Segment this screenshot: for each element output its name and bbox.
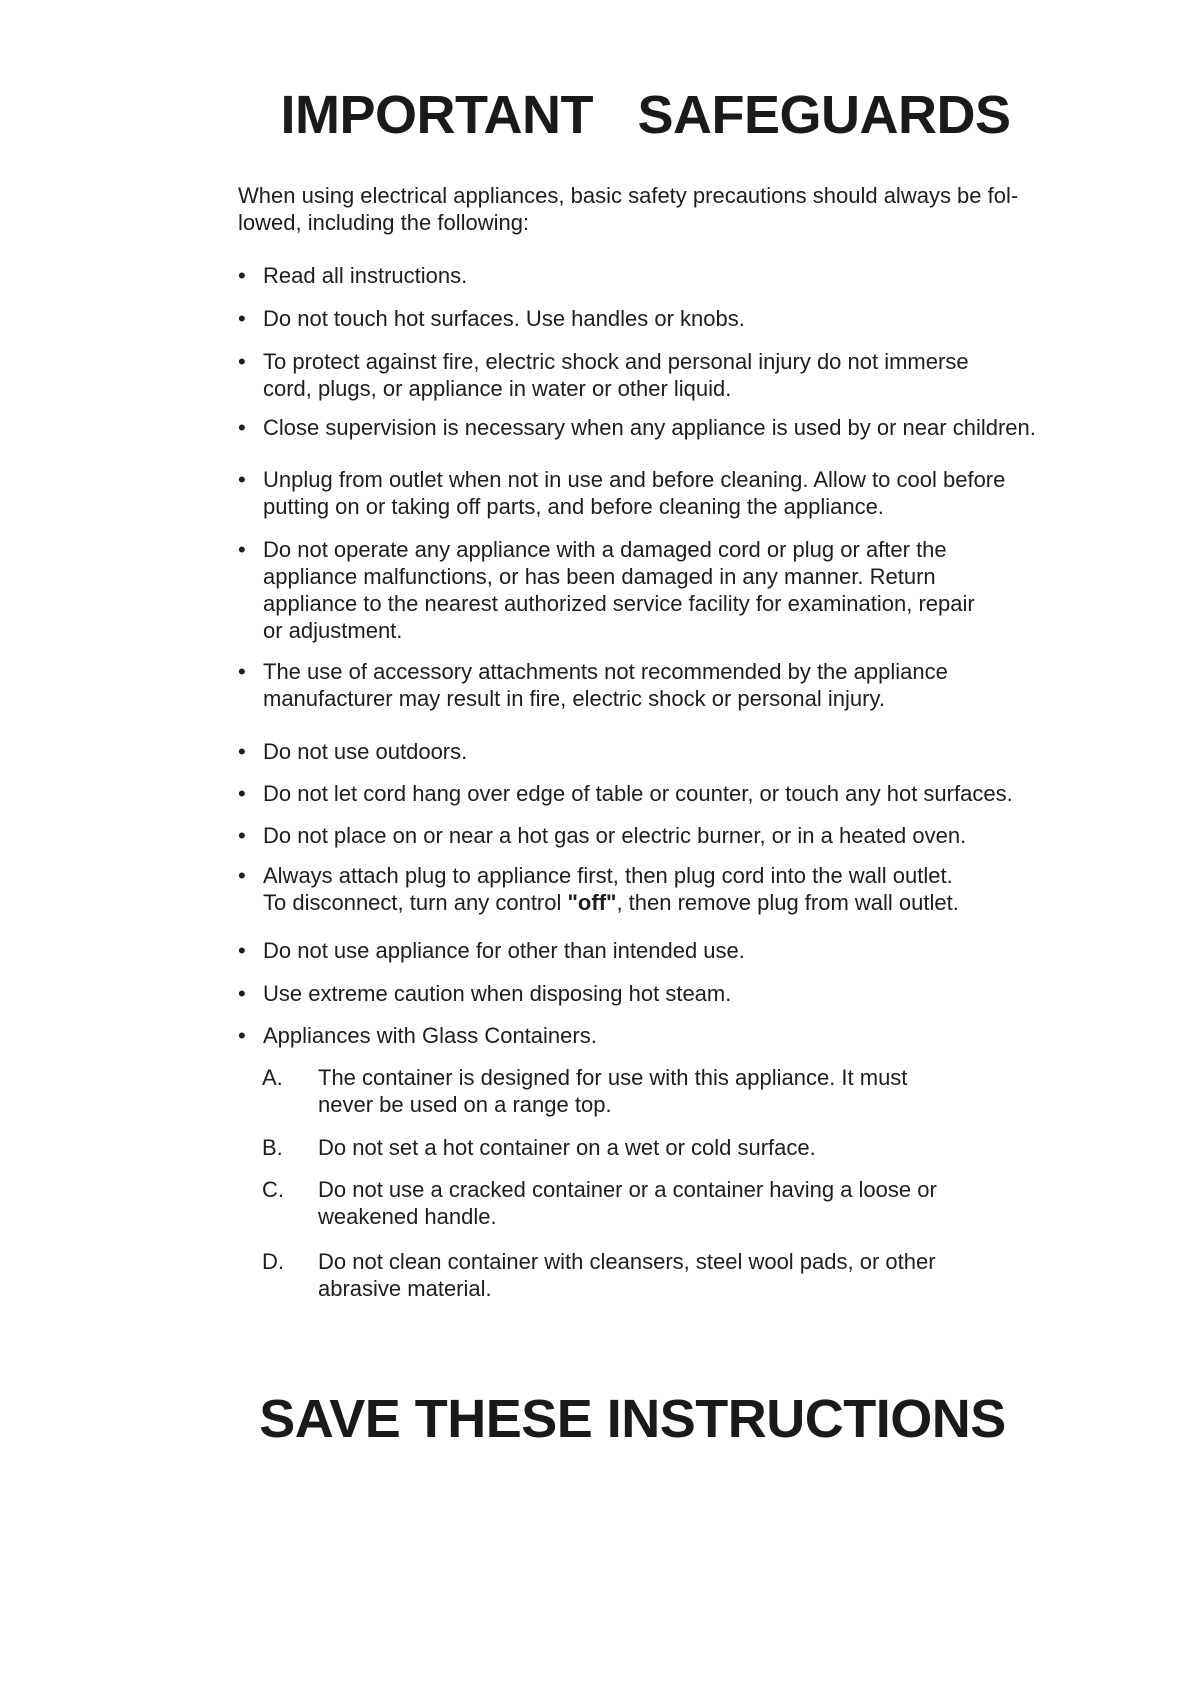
bullet-icon: •: [238, 349, 246, 374]
bullet-icon: •: [238, 1023, 246, 1048]
bullet-icon: •: [238, 739, 246, 764]
list-item-text: Use extreme caution when disposing hot steam.: [263, 981, 732, 1006]
bullet-icon: •: [238, 781, 246, 806]
glass-item-text: Do not set a hot container on a wet or cold surface.: [318, 1135, 816, 1160]
list-item: [238, 980, 1038, 1007]
list-item-text: Do not use outdoors.: [263, 739, 468, 764]
glass-item-letter: A.: [262, 1065, 283, 1090]
glass-item-text: Do not clean container with cleansers, steel wool pads, or other abrasive material.: [318, 1249, 936, 1301]
list-item: [238, 658, 978, 712]
list-item: [238, 466, 1038, 520]
list-item-text: The use of accessory attachments not recommended by the appliance manufacturer may result in fire, electric shock or personal injury.: [263, 659, 948, 711]
glass-item: [262, 1134, 982, 1161]
list-item: [238, 305, 1038, 332]
list-item-text: Do not touch hot surfaces. Use handles or knobs.: [263, 306, 745, 331]
bullet-icon: •: [238, 263, 246, 288]
list-item-text: [263, 862, 1058, 916]
page-title: IMPORTANT SAFEGUARDS: [280, 85, 1011, 145]
list-item-text: Appliances with Glass Containers.: [263, 1023, 597, 1048]
intro-paragraph: When using electrical appliances, basic safety precautions should always be fol-lowed, including the following:: [238, 183, 1019, 235]
disconnect-text-after: , then remove plug from wall outlet.: [616, 890, 959, 915]
bullet-icon: •: [238, 415, 246, 440]
attach-plug-text: Always attach plug to appliance first, then plug cord into the wall outlet.: [263, 863, 953, 888]
list-item-text: Do not let cord hang over edge of table or counter, or touch any hot surfaces.: [263, 781, 1013, 806]
list-item-text: Do not place on or near a hot gas or electric burner, or in a heated oven.: [263, 823, 967, 848]
glass-item: [262, 1176, 982, 1230]
list-item: [238, 348, 998, 402]
list-item: [238, 822, 1058, 849]
glass-item-letter: D.: [262, 1249, 284, 1274]
glass-item-text: Do not use a cracked container or a container having a loose or weakened handle.: [318, 1177, 937, 1229]
list-item: [238, 536, 978, 644]
bullet-icon: •: [238, 537, 246, 562]
list-item-text: Read all instructions.: [263, 263, 468, 288]
bullet-icon: •: [238, 863, 246, 888]
bullet-icon: •: [238, 659, 246, 684]
glass-item: [262, 1248, 982, 1302]
bullet-icon: •: [238, 823, 246, 848]
list-item-text: Unplug from outlet when not in use and before cleaning. Allow to cool before putting on or taking off parts, and before cleaning the appliance.: [263, 467, 1006, 519]
disconnect-text-before: To disconnect, turn any control: [263, 890, 568, 915]
list-item: [238, 1022, 1038, 1049]
list-item-text: Do not use appliance for other than intended use.: [263, 938, 745, 963]
list-item: [238, 414, 1058, 441]
bullet-icon: •: [238, 981, 246, 1006]
list-item: [238, 738, 1038, 765]
list-item: [238, 780, 1058, 807]
bullet-icon: •: [238, 938, 246, 963]
list-item: [238, 262, 1038, 289]
list-item-text: To protect against fire, electric shock and personal injury do not immerse cord, plugs, or appliance in water or other liquid.: [263, 349, 969, 401]
glass-item: [262, 1064, 952, 1118]
footer-title: SAVE THESE INSTRUCTIONS: [259, 1389, 1006, 1449]
bullet-icon: •: [238, 306, 246, 331]
list-item-text: Close supervision is necessary when any appliance is used by or near children.: [263, 415, 1036, 440]
glass-item-letter: B.: [262, 1135, 283, 1160]
list-item: [238, 937, 1038, 964]
list-item-text: Do not operate any appliance with a damaged cord or plug or after the appliance malfunctions, or has been damaged in any manner. Return appliance to the nearest authorized service facility for examination, repair or adjustment.: [263, 537, 975, 643]
glass-item-text: The container is designed for use with this appliance. It must never be used on a range top.: [318, 1065, 908, 1117]
bullet-icon: •: [238, 467, 246, 492]
glass-item-letter: C.: [262, 1177, 284, 1202]
off-emphasis: "off": [567, 890, 617, 915]
list-item: [238, 862, 1058, 916]
